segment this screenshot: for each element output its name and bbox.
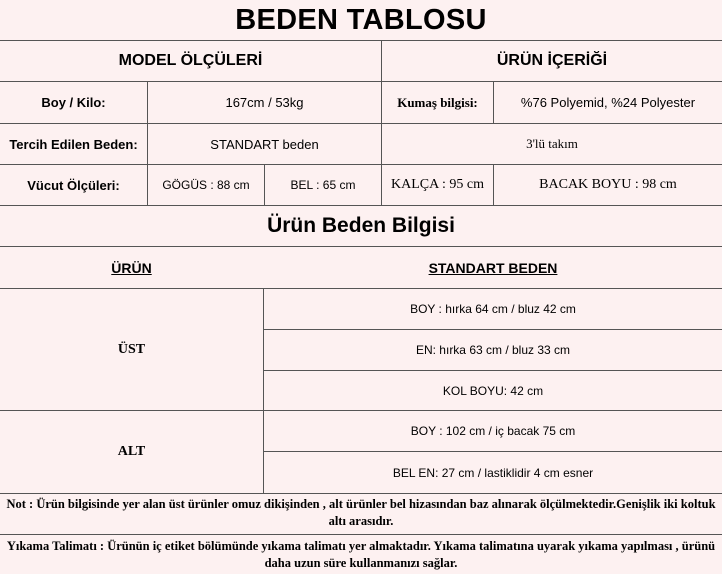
height-weight-label: Boy / Kilo: [41, 95, 106, 110]
size-info-heading-row [0, 206, 722, 246]
top-garment-label: ÜST [117, 341, 146, 357]
fabric-value: %76 Polyemid, %24 Polyester [520, 95, 696, 110]
body-measurements-row [0, 165, 722, 205]
fabric-label: Kumaş bilgisi: [397, 94, 478, 110]
bottom-garment-label: ALT [117, 444, 146, 459]
model-measurements-heading: MODEL ÖLÇÜLERİ [118, 52, 263, 69]
top-garment-block [0, 289, 722, 410]
title-row [0, 0, 722, 40]
section-header-row [0, 41, 722, 81]
measurement-note: Not : Ürün bilgisinde yer alan üst ürünler omuz dikişinden , alt ürünler bel hizasından baz alınarak ölçülmektedir.Genişlik iki koltuk altı arasıdır. [6, 497, 716, 528]
size-info-column-headers [0, 247, 722, 288]
chest-measurement: GÖGÜS : 88 cm [162, 178, 250, 192]
bottom-garment-block [0, 411, 722, 493]
body-measurements-label: Vücut Ölçüleri: [27, 177, 120, 193]
height-weight-value: 167cm / 53kg [225, 95, 304, 110]
leg-length-measurement: BACAK BOYU : 98 cm [539, 177, 677, 192]
product-content-heading: ÜRÜN İÇERİĞİ [496, 52, 608, 69]
height-weight-row [0, 82, 722, 123]
waist-measurement: BEL : 65 cm [290, 178, 356, 192]
set-info: 3'lü takım [526, 136, 578, 151]
top-sleeve-row: KOL BOYU: 42 cm [442, 383, 544, 398]
preferred-size-row [0, 124, 722, 164]
product-column-header: ÜRÜN [111, 259, 152, 276]
hip-measurement: KALÇA : 95 cm [391, 177, 484, 192]
top-length-row: BOY : hırka 64 cm / bluz 42 cm [410, 302, 576, 316]
washing-instructions: Yıkama Talimatı : Ürünün iç etiket bölümünde yıkama talimatı yer almaktadır. Yıkama talimatına uyarak yıkama yapılması , ürünü daha uzun süre kullanmanızı sağlar. [6, 539, 716, 570]
top-width-row: EN: hırka 63 cm / bluz 33 cm [415, 343, 571, 357]
standard-size-column-header: STANDART BEDEN [428, 259, 558, 276]
bottom-waist-row: BEL EN: 27 cm / lastiklidir 4 cm esner [392, 465, 594, 480]
page-title: BEDEN TABLOSU [235, 3, 487, 36]
size-info-heading: Ürün Beden Bilgisi [267, 214, 455, 237]
preferred-size-value: STANDART beden [210, 136, 319, 152]
preferred-size-label: Tercih Edilen Beden: [9, 136, 138, 152]
bottom-length-row: BOY : 102 cm / iç bacak 75 cm [410, 424, 576, 438]
